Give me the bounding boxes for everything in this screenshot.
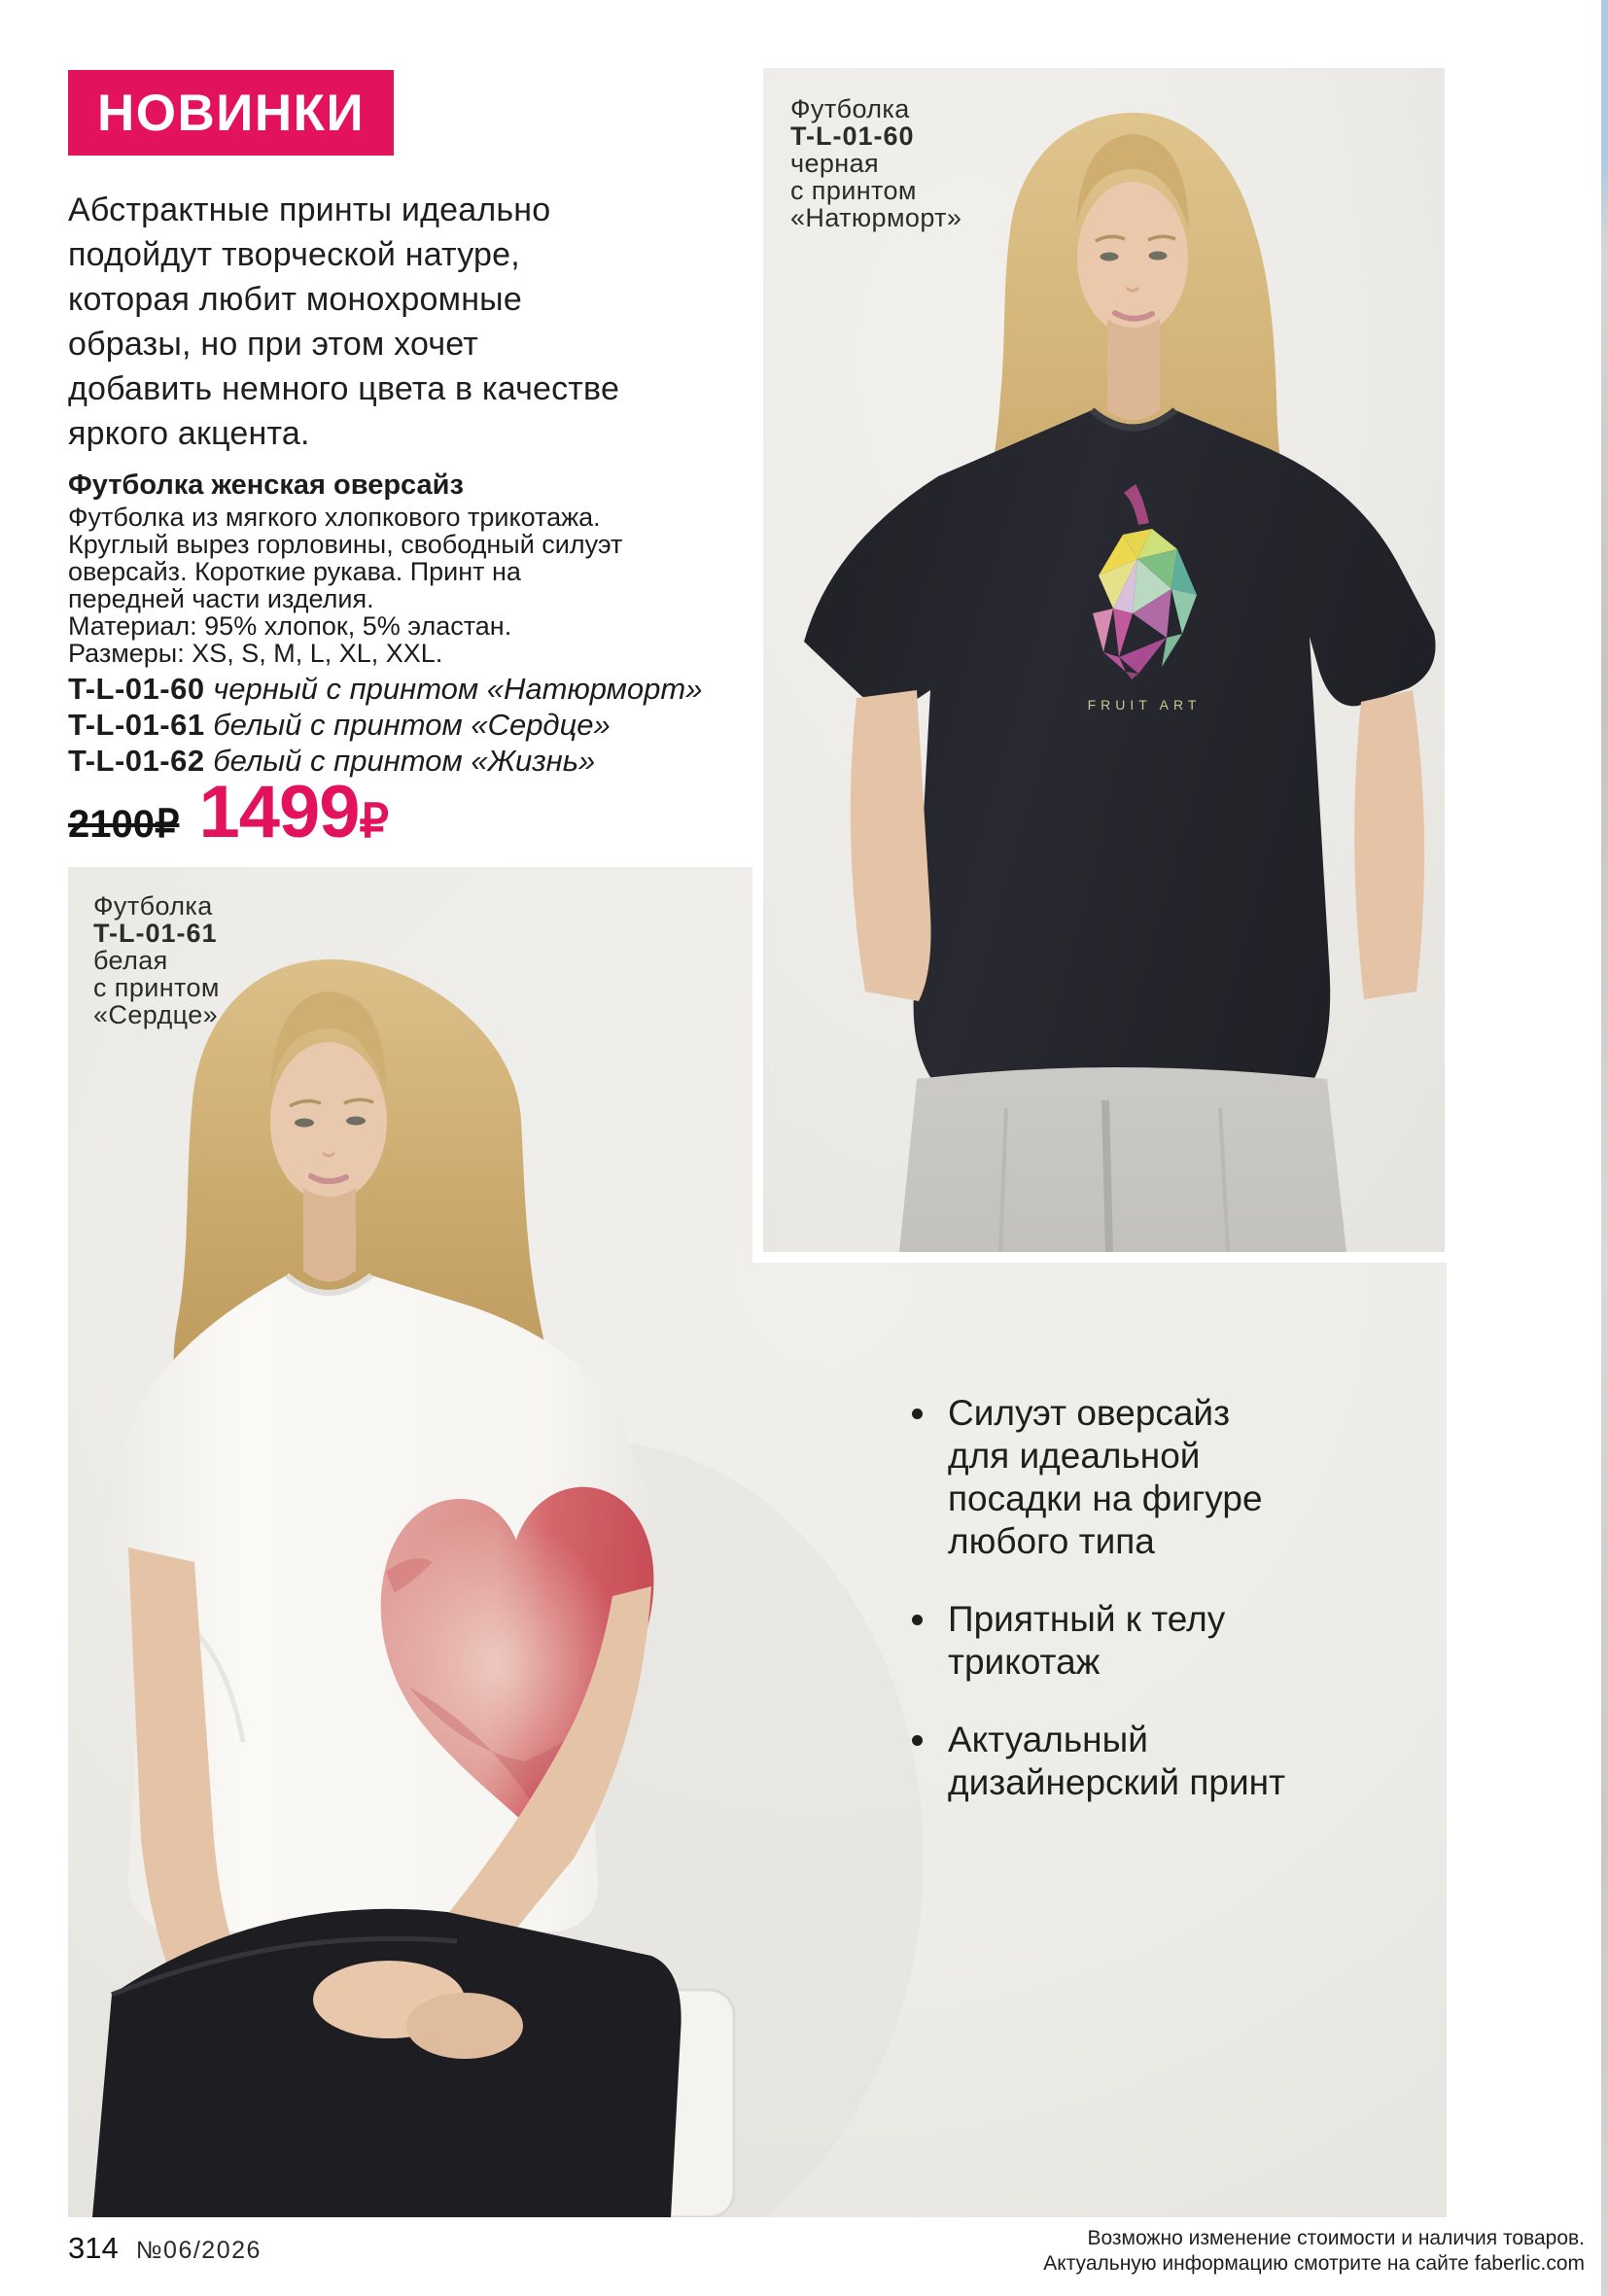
bullet-dot xyxy=(912,1615,923,1625)
benefit-text: Силуэт оверсайз для идеальной посадки на фигуре любого типа xyxy=(948,1393,1263,1561)
label-line: белая xyxy=(93,946,168,975)
label-line: черная xyxy=(790,149,880,178)
variant-code: T-L-01-60 xyxy=(68,672,205,706)
variant-desc: черный с принтом «Натюрморт» xyxy=(213,672,703,706)
current-price xyxy=(198,770,389,854)
variant-code: T-L-01-62 xyxy=(68,744,205,778)
variant-desc: белый с принтом «Жизнь» xyxy=(213,744,596,778)
left-forearm xyxy=(851,690,931,1001)
product-description: Футболка из мягкого хлопкового трикотажа. Круглый вырез горловины, свободный силуэт оверсайз. Короткие рукава. Принт на передней части изделия. xyxy=(68,503,623,613)
product-material: Материал: 95% хлопок, 5% эластан. xyxy=(68,611,512,641)
benefit-item xyxy=(912,1598,1301,1684)
variant-desc: белый с принтом «Сердце» xyxy=(213,708,611,742)
bullet-dot xyxy=(912,1409,923,1419)
label-line: «Сердце» xyxy=(93,1000,219,1029)
print-caption: FRUIT ART xyxy=(1087,697,1202,713)
variant-row xyxy=(68,707,690,743)
label-line: Футболка xyxy=(93,891,213,921)
intro-text: Абстрактные принты идеально подойдут творческой натуре, которая любит монохромные образы, но при этом хочет добавить немного цвета в качестве яркого акцента. xyxy=(68,191,620,452)
page-edge-artifact xyxy=(1601,0,1608,2296)
price-block xyxy=(68,770,389,854)
new-items-badge: НОВИНКИ xyxy=(68,70,394,156)
variant-list xyxy=(68,671,703,779)
page-number: 314 xyxy=(68,2231,119,2265)
benefit-item xyxy=(912,1719,1301,1804)
photo-bottom-label xyxy=(93,892,220,1028)
product-sizes: Размеры: XS, S, M, L, XL, XXL. xyxy=(68,639,443,668)
old-price: 2100₽ xyxy=(68,803,180,846)
product-title: Футболка женская оверсайз xyxy=(68,470,464,501)
bullet-dot xyxy=(912,1735,923,1746)
footer-disclaimer xyxy=(1043,2226,1585,2277)
label-code: T-L-01-60 xyxy=(790,122,915,151)
benefit-item xyxy=(912,1392,1301,1563)
ruble-sign: ₽ xyxy=(359,796,390,848)
label-code: T-L-01-61 xyxy=(93,919,218,948)
photo-black-tee-pear xyxy=(763,68,1445,1252)
label-line: с принтом xyxy=(93,973,220,1002)
photo-top-illustration xyxy=(763,68,1445,1252)
variant-code: T-L-01-61 xyxy=(68,708,205,742)
disclaimer-line: Актуальную информацию смотрите на сайте faberlic.com xyxy=(1043,2252,1585,2275)
catalog-issue: №06/2026 xyxy=(135,2237,262,2264)
product-description-block xyxy=(68,469,637,667)
right-forearm xyxy=(1354,690,1424,999)
disclaimer-line: Возможно изменение стоимости и наличия товаров. xyxy=(1087,2227,1585,2249)
variant-row xyxy=(68,671,703,707)
label-line: «Натюрморт» xyxy=(790,203,962,232)
footer-left xyxy=(68,2231,262,2266)
gray-trousers xyxy=(899,1067,1346,1252)
label-line: Футболка xyxy=(790,94,910,123)
price-value: 1499 xyxy=(198,771,360,853)
photo-top-label xyxy=(790,95,961,231)
benefit-text: Актуальный дизайнерский принт xyxy=(948,1720,1286,1802)
benefit-text: Приятный к телу трикотаж xyxy=(948,1599,1226,1682)
benefits-list xyxy=(912,1392,1301,1839)
label-line: с принтом xyxy=(790,176,917,205)
